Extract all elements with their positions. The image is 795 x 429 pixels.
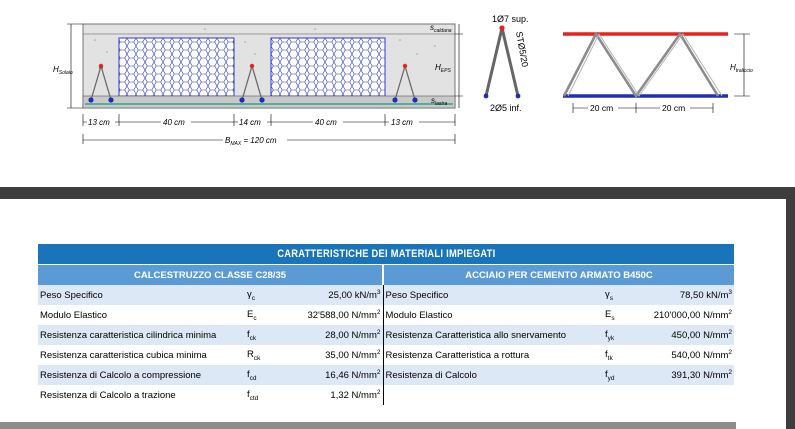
s-lastra-label: $s_{lastra}$ xyxy=(431,96,448,107)
viewer-scroll-gutter xyxy=(786,199,795,429)
bottom-bar-label: 2Ø5 inf. xyxy=(490,103,522,113)
page-bottom-edge xyxy=(0,422,736,429)
truss-diagonals xyxy=(564,34,722,96)
property-value: 391,30 $N/mm^2$ xyxy=(639,365,734,385)
property-label: Resistenza Caratteristica a rottura xyxy=(385,349,530,361)
property-symbol: $f_{ctd}$ xyxy=(247,388,259,402)
property-value: 32'588,00 $N/mm^2$ xyxy=(285,305,383,325)
property-symbol xyxy=(603,385,639,405)
dim-40-left: 40 cm xyxy=(163,118,185,127)
property-value: 450,00 $N/mm^2$ xyxy=(639,325,734,345)
property-symbol: $f_{yk}$ xyxy=(603,325,639,345)
dim-13-right: 13 cm xyxy=(391,118,413,127)
truss-detail xyxy=(478,8,778,118)
table-title: CARATTERISTICHE DEI MATERIALI IMPIEGATI xyxy=(276,248,496,260)
property-symbol: $\gamma_s$ xyxy=(603,285,639,305)
property-value: 35,00 $N/mm^2$ xyxy=(285,345,383,365)
table-row xyxy=(38,385,734,405)
table-row xyxy=(38,325,734,345)
dim-14: 14 cm xyxy=(239,118,261,127)
property-label: Resistenza di Calcolo a trazione xyxy=(40,389,176,401)
top-bar-label: 1Ø7 sup. xyxy=(492,14,529,24)
property-symbol: $R_{ck}$ xyxy=(247,348,261,362)
table-row xyxy=(38,365,734,385)
property-value: 28,00 $N/mm^2$ xyxy=(285,325,383,345)
property-label: Resistenza caratteristica cubica minima xyxy=(40,349,207,361)
property-symbol: $f_{ck}$ xyxy=(245,325,285,345)
h-eps-label: $H_{EPS}$ xyxy=(435,63,451,74)
property-value xyxy=(639,385,734,405)
dim-13-left: 13 cm xyxy=(88,118,110,127)
property-value: 78,50 $kN/m^3$ xyxy=(639,285,734,305)
property-label: Modulo Elastico xyxy=(385,309,453,321)
property-symbol: $f_{tk}$ xyxy=(605,348,613,362)
h-solaio-label: $H_{Solaio}$ xyxy=(53,65,73,76)
property-value: 1,32 $N/mm^2$ xyxy=(285,385,383,405)
property-label: Resistenza di Calcolo xyxy=(383,365,603,385)
property-label xyxy=(383,385,603,405)
truss-dim-right: 20 cm xyxy=(662,103,686,113)
property-symbol: $\gamma_c$ xyxy=(245,285,285,305)
property-label: Modulo Elastico xyxy=(40,309,108,321)
property-symbol: $E_s$ xyxy=(605,308,615,322)
diagonal-label: STØ5/20 xyxy=(514,30,531,68)
property-symbol: $E_c$ xyxy=(247,308,257,322)
truss-dim-left: 20 cm xyxy=(590,103,614,113)
property-value: 210'000,00 $N/mm^2$ xyxy=(653,308,733,322)
steel-header: ACCIAIO PER CEMENTO ARMATO B450C xyxy=(383,265,734,286)
property-value: 540,00 $N/mm^2$ xyxy=(671,348,733,362)
property-label: Resistenza caratteristica cilindrica minima xyxy=(38,325,245,345)
table-row xyxy=(38,285,734,305)
dim-40-right: 40 cm xyxy=(315,118,337,127)
table-row xyxy=(38,345,734,365)
property-value: 16,46 $N/mm^2$ xyxy=(285,365,383,385)
page-separator xyxy=(0,187,795,199)
slab-cross-section xyxy=(55,10,475,150)
property-label: Resistenza di Calcolo a compressione xyxy=(38,365,245,385)
h-traliccio-label: $H_{traliccio}$ xyxy=(730,63,753,74)
s-caldana-label: $s_{caldana}$ xyxy=(430,23,452,34)
property-label: Resistenza Caratteristica allo snervamento xyxy=(383,325,603,345)
b-max-label: $B_{MAX} = 120$ cm xyxy=(225,136,277,147)
property-symbol: $f_{yd}$ xyxy=(603,365,639,385)
precast-plate xyxy=(83,96,455,108)
property-value: 25,00 $kN/m^3$ xyxy=(285,285,383,305)
table-subheader-row xyxy=(38,265,734,286)
table-row xyxy=(38,305,734,325)
materials-table xyxy=(38,244,734,405)
property-label: Peso Specifico xyxy=(383,285,603,305)
table-title-row xyxy=(38,244,734,265)
property-symbol: $f_{cd}$ xyxy=(245,365,285,385)
concrete-header: CALCESTRUZZO CLASSE C28/35 xyxy=(38,265,383,286)
property-label: Peso Specifico xyxy=(38,285,245,305)
